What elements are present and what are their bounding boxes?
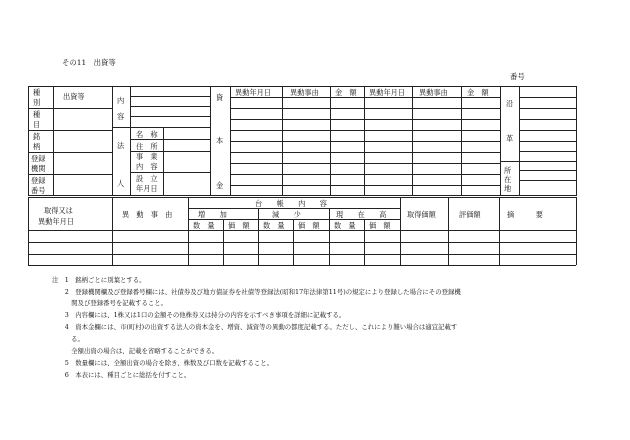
corp-label: 法 xyxy=(117,141,125,150)
number-label: 番号 xyxy=(510,72,525,81)
cap-header-amount-1: 金 額 xyxy=(335,88,357,97)
corp-name-label: 名 称 xyxy=(136,130,158,139)
cap-header-amount-2: 金 額 xyxy=(467,88,489,97)
note-line-9: 6 本表には、種目ごとに総括を付すこと。 xyxy=(52,371,191,379)
note-line-5: 4 資本金欄には、市(町村)の出資する法人の資本金を、増資、減資等の異動の都度記載する。ただし、これにより難い場合は適宜記載す xyxy=(52,323,458,331)
note-line-1: 注 1 銘柄ごとに別葉とする。 xyxy=(52,276,146,284)
name-label-2: 柄 xyxy=(33,142,41,151)
history-label-2: 革 xyxy=(506,134,514,143)
location-label-1: 所 xyxy=(504,166,512,175)
change-reason-label: 異 動 事 由 xyxy=(122,210,173,219)
history-label-1: 沿 xyxy=(506,99,514,108)
note-line-4: 3 内容欄には、1株又は1口の金額その他株券又は持分の内容を示すべき事項を詳細に記載する。 xyxy=(52,311,346,319)
reg-org-label-2: 機関 xyxy=(31,164,46,173)
corp-founded-label-2: 年月日 xyxy=(136,184,158,193)
content-label-2: 容 xyxy=(117,112,125,121)
kind-label-2: 別 xyxy=(33,98,41,107)
reg-org-label-1: 登録 xyxy=(31,154,46,163)
category-label-2: 目 xyxy=(33,120,41,129)
price-label-1: 価 額 xyxy=(228,221,250,230)
corp-address-label: 住 所 xyxy=(136,142,158,151)
note-line-6: る。 xyxy=(52,335,84,343)
capital-label-2: 本 xyxy=(216,136,224,145)
kind-label-1: 種 xyxy=(33,88,41,97)
cap-header-reason-1: 異動事由 xyxy=(290,88,319,97)
qty-label-1: 数 量 xyxy=(193,221,215,230)
summary-label: 摘 要 xyxy=(507,210,543,219)
qty-label-2: 数 量 xyxy=(263,221,285,230)
qty-label-3: 数 量 xyxy=(334,221,356,230)
acq-date-label-1: 取得又は xyxy=(44,206,73,215)
reg-no-label-2: 番号 xyxy=(31,186,46,195)
note-line-3: 関及び登録番号を記載すること。 xyxy=(52,299,168,307)
location-label-3: 地 xyxy=(504,184,512,193)
capital-label-3: 金 xyxy=(216,181,224,190)
price-label-2: 価 額 xyxy=(298,221,320,230)
corp-founded-label-1: 設 立 xyxy=(136,174,158,183)
name-label-1: 銘 xyxy=(33,132,41,141)
capital-label-1: 資 xyxy=(216,93,224,102)
note-line-2: 2 登録機関欄及び登録番号欄には、社債券及び地方債証券を社債等登録法(昭和17年法律第11号)の規定により登録した場合にその登録機 xyxy=(52,288,461,296)
cap-header-reason-2: 異動事由 xyxy=(419,88,448,97)
acq-price-label: 取得価額 xyxy=(407,210,436,219)
cap-header-date-2: 異動年月日 xyxy=(369,88,405,97)
person-label: 人 xyxy=(117,179,125,188)
cap-header-date-1: 異動年月日 xyxy=(235,88,271,97)
corp-business-label-2: 内 容 xyxy=(136,162,158,171)
note-line-7: 全額出資の場合は、記載を省略することができる。 xyxy=(52,347,219,355)
decrease-label: 減 少 xyxy=(272,210,301,219)
ledger-label: 台 帳 内 容 xyxy=(255,199,327,208)
price-label-3: 価 額 xyxy=(369,221,391,230)
page-title: その11 出資等 xyxy=(62,58,116,67)
note-line-8: 5 数量欄には、全額出資の場合を除き、株数及び口数を記載すること。 xyxy=(52,359,274,367)
reg-no-label-1: 登録 xyxy=(31,176,46,185)
acq-date-label-2: 異動年月日 xyxy=(38,217,74,226)
kind-value: 出資等 xyxy=(63,92,85,101)
content-label-1: 内 xyxy=(117,96,125,105)
increase-label: 増 加 xyxy=(198,210,227,219)
current-label: 現 在 高 xyxy=(336,210,387,219)
valuation-label: 評価額 xyxy=(459,210,481,219)
corp-business-label-1: 事 業 xyxy=(136,152,158,161)
location-label-2: 在 xyxy=(504,175,512,184)
category-label-1: 種 xyxy=(33,110,41,119)
